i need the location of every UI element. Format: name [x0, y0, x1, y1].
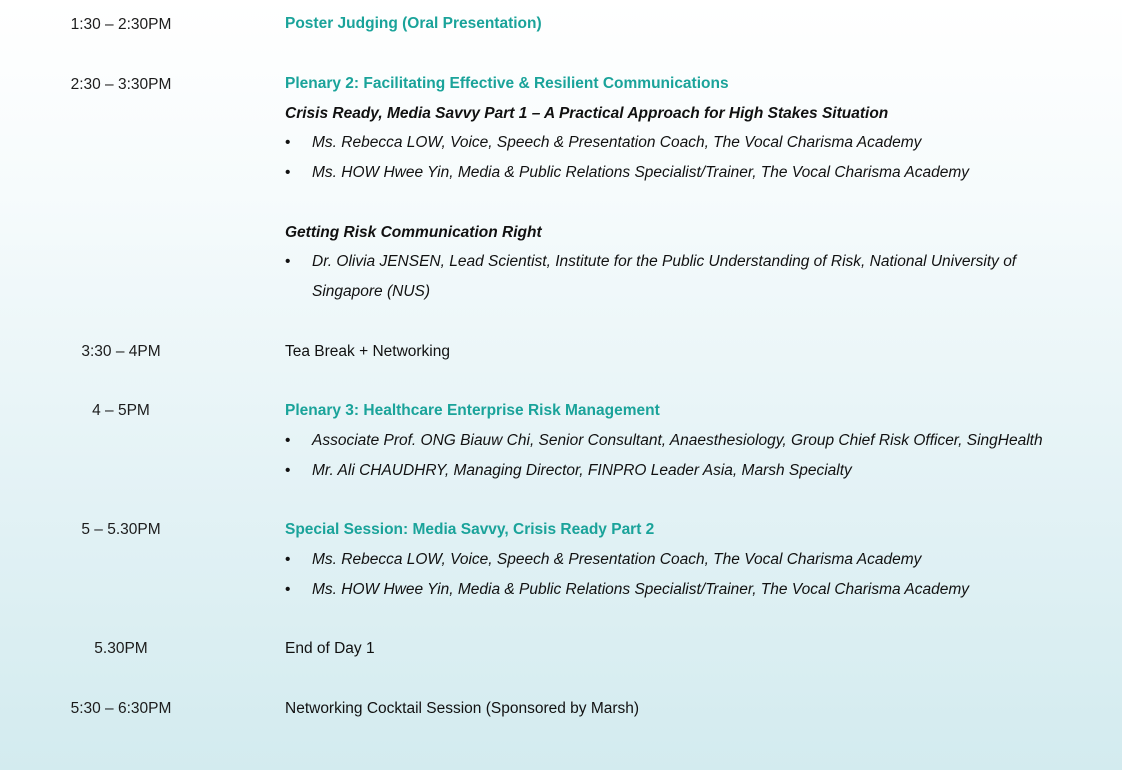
- session-time: 2:30 – 3:30PM: [70, 76, 172, 93]
- session-time: 5.30PM: [94, 640, 148, 657]
- speaker-item: Ms. HOW Hwee Yin, Media & Public Relations Specialist/Trainer, The Vocal Charisma Academy: [312, 581, 969, 598]
- session-time: 5:30 – 6:30PM: [70, 700, 172, 717]
- speaker-item: Ms. Rebecca LOW, Voice, Speech & Presentation Coach, The Vocal Charisma Academy: [312, 551, 922, 568]
- session-heading: Plenary 2: Facilitating Effective & Resilient Communications: [285, 75, 729, 92]
- session-time: 5 – 5.30PM: [81, 521, 161, 538]
- speaker-item: Ms. HOW Hwee Yin, Media & Public Relations Specialist/Trainer, The Vocal Charisma Academy: [312, 164, 969, 181]
- session-subheading: Crisis Ready, Media Savvy Part 1 – A Practical Approach for High Stakes Situation: [285, 105, 889, 122]
- speaker-item: Associate Prof. ONG Biauw Chi, Senior Consultant, Anaesthesiology, Group Chief Risk Officer, SingHealth: [312, 432, 1043, 449]
- session-text: End of Day 1: [285, 640, 375, 657]
- bullet-icon: •: [285, 551, 291, 568]
- speaker-item: Dr. Olivia JENSEN, Lead Scientist, Institute for the Public Understanding of Risk, National University of Singapore (NUS): [312, 253, 1017, 300]
- session-time: 3:30 – 4PM: [81, 343, 161, 360]
- session-heading: Special Session: Media Savvy, Crisis Ready Part 2: [285, 521, 655, 538]
- session-time: 1:30 – 2:30PM: [70, 16, 172, 33]
- speaker-item: Mr. Ali CHAUDHRY, Managing Director, FINPRO Leader Asia, Marsh Specialty: [312, 462, 852, 479]
- bullet-icon: •: [285, 253, 291, 270]
- session-text: Tea Break + Networking: [285, 343, 450, 360]
- bullet-icon: •: [285, 134, 291, 151]
- bullet-icon: •: [285, 462, 291, 479]
- bullet-icon: •: [285, 164, 291, 181]
- session-text: Networking Cocktail Session (Sponsored by Marsh): [285, 700, 640, 717]
- bullet-icon: •: [285, 581, 291, 598]
- session-time: 4 – 5PM: [92, 402, 150, 419]
- session-heading: Poster Judging (Oral Presentation): [285, 15, 542, 32]
- session-subheading: Getting Risk Communication Right: [285, 224, 542, 241]
- speaker-item: Ms. Rebecca LOW, Voice, Speech & Presentation Coach, The Vocal Charisma Academy: [312, 134, 922, 151]
- session-heading: Plenary 3: Healthcare Enterprise Risk Management: [285, 402, 660, 419]
- bullet-icon: •: [285, 432, 291, 449]
